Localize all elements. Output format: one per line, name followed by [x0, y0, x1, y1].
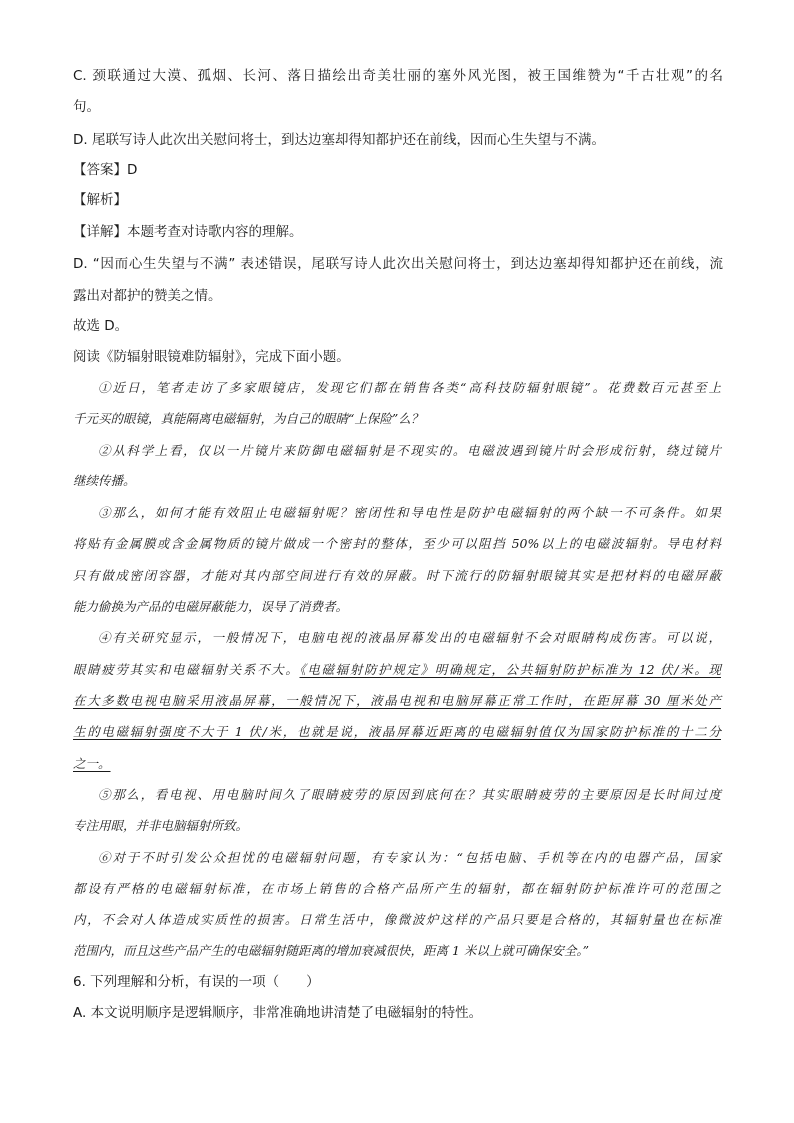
paragraph-6-line-4: 范围内，而且这些产品产生的电磁辐射随距离的增加衰减很快，距离 1 米以上就可确保安全。” — [73, 943, 590, 958]
answer-label: 【答案】D — [73, 162, 138, 178]
paragraph-4-line-1: ④有关研究显示，一般情况下，电脑电视的液晶屏幕发出的电磁辐射不会对眼睛构成伤害。可以说， — [98, 630, 721, 645]
paragraph-6-line-3: 内，不会对人体造成实质性的损害。日常生活中，像微波炉这样的产品只要是合格的，其辐射量也在标准 — [73, 912, 721, 927]
question-6-option-a: A. 本文说明顺序是逻辑顺序，非常准确地讲清楚了电磁辐射的特性。 — [73, 1005, 483, 1021]
question-6: 6. 下列理解和分析，有误的一项（ ） — [73, 974, 320, 990]
paragraph-4-line-5: 之一。 — [73, 756, 111, 771]
paragraph-6-line-1: ⑥对于不时引发公众担忧的电磁辐射问题，有专家认为：“包括电脑、手机等在内的电器产品，国家 — [98, 850, 721, 865]
paragraph-4-line-4: 生的电磁辐射强度不大于 1 伏/米，也就是说，液晶屏幕近距离的电磁辐射值仅为国家防护标准的十二分 — [73, 724, 721, 739]
paragraph-4-line-2-plain: 眼睛疲劳其实和电磁辐射关系不大。 — [73, 662, 300, 677]
paragraph-4-line-3: 在大多数电视电脑采用液晶屏幕，一般情况下，液晶电视和电脑屏幕正常工作时，在距屏幕 30 厘米处产 — [73, 693, 721, 708]
explanation-line-1: D. “因而心生失望与不满” 表述错误，尾联写诗人此次出关慰问将士，到达边塞却得知都护还在前线，流 — [73, 256, 723, 272]
paragraph-3-line-3: 只有做成密闭容器，才能对其内部空间进行有效的屏蔽。时下流行的防辐射眼镜其实是把材料的电磁屏蔽 — [73, 568, 721, 583]
paragraph-2-line-1: ②从科学上看，仅以一片镜片来防御电磁辐射是不现实的。电磁波遇到镜片时会形成衍射，绕过镜片 — [98, 443, 721, 458]
option-d: D. 尾联写诗人此次出关慰问将士，到达边塞却得知都护还在前线，因而心生失望与不满。 — [73, 132, 605, 148]
explanation-line-2: 露出对都护的赞美之情。 — [73, 288, 222, 304]
option-c-line-1: C. 颈联通过大漠、孤烟、长河、落日描绘出奇美壮丽的塞外风光图，被王国维赞为“千古壮观”的名 — [73, 68, 723, 84]
paragraph-2-line-2: 继续传播。 — [73, 473, 136, 488]
paragraph-6-line-2: 都设有严格的电磁辐射标准，在市场上销售的合格产品所产生的辐射，都在辐射防护标准许可的范围之 — [73, 881, 721, 896]
paragraph-4-line-2 — [73, 660, 721, 680]
paragraph-1-line-1: ①近日，笔者走访了多家眼镜店，发现它们都在销售各类“高科技防辐射眼镜”。花费数百元甚至上 — [98, 380, 721, 395]
paragraph-5-line-2: 专注用眼，并非电脑辐射所致。 — [73, 818, 249, 833]
paragraph-3-line-4: 能力偷换为产品的电磁屏蔽能力，误导了消费者。 — [73, 599, 349, 614]
analysis-label: 【解析】 — [73, 192, 127, 208]
paragraph-1-line-2: 千元买的眼镜，真能隔离电磁辐射，为自己的眼睛“上保险”么？ — [73, 411, 424, 426]
paragraph-4-line-2-underlined: 《电磁辐射防护规定》明确规定，公共辐射防护标准为 12 伏/米。现 — [299, 662, 721, 677]
reading-intro: 阅读《防辐射眼镜难防辐射》，完成下面小题。 — [73, 349, 350, 365]
paragraph-3-line-2: 将贴有金属膜或含金属物质的镜片做成一个密封的整体，至少可以阻挡 50%以上的电磁波辐射。导电材料 — [73, 536, 721, 551]
option-c-line-2: 句。 — [73, 99, 100, 115]
choose-line: 故选 D。 — [73, 318, 129, 334]
detail-label: 【详解】本题考查对诗歌内容的理解。 — [73, 224, 303, 240]
paragraph-3-line-1: ③那么，如何才能有效阻止电磁辐射呢？密闭性和导电性是防护电磁辐射的两个缺一不可条件。如果 — [98, 505, 721, 520]
paragraph-5-line-1: ⑤那么，看电视、用电脑时间久了眼睛疲劳的原因到底何在？其实眼睛疲劳的主要原因是长时间过度 — [98, 787, 721, 802]
